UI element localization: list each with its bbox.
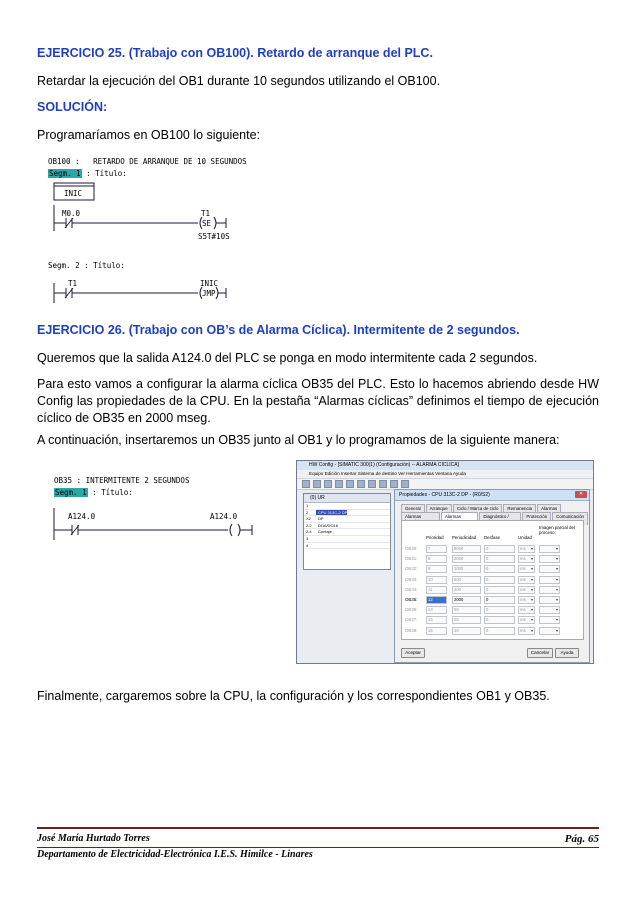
footer-author: José María Hurtado Torres: [37, 833, 150, 844]
ex26-heading: EJERCICIO 26. (Trabajo con OB’s de Alarma Cíclica). Intermitente de 2 segundos.: [37, 323, 520, 337]
timer-name: T1: [201, 209, 211, 218]
cpu-properties-dialog: [394, 489, 590, 663]
rack-table: [303, 493, 391, 570]
ex26-p2: Para esto vamos a configurar la alarma cíclica OB35 del PLC. Esto lo hacemos abriendo desde HW Config las propiedades de la CPU. En la pestaña “Alarmas cíclicas” definimos el tiempo de ejecución cíclico de OB35 en 2000 mseg.: [37, 377, 599, 425]
open-icon[interactable]: [313, 480, 321, 488]
ob35-segment-1-title: : Título:: [92, 488, 133, 497]
ob-label: OB35:: [405, 597, 418, 602]
priority-field[interactable]: 13: [426, 606, 447, 614]
contact-a1240-label: A124.0: [68, 512, 96, 521]
rack-row-cpu[interactable]: 2 CPU 313C-2 DP: [304, 510, 390, 517]
tab-alarmas-horarias[interactable]: Alarmas: [401, 512, 440, 525]
ob100-ladder: [40, 153, 300, 303]
catalog-icon[interactable]: [390, 480, 398, 488]
process-image-dropdown[interactable]: [539, 606, 560, 614]
rack-row[interactable]: 1: [304, 503, 390, 510]
ob100-rungs: [40, 153, 300, 303]
hwconfig-window: [296, 460, 594, 664]
unit-dropdown[interactable]: ms ▾: [518, 555, 535, 563]
col-unidad: Unidad: [518, 535, 532, 540]
ob35-rung: [40, 474, 260, 544]
ob-row: [402, 555, 583, 564]
timer-coil-type: SE: [202, 219, 212, 228]
tab-diagnostico[interactable]: Diagnóstico /: [479, 512, 521, 525]
copy-icon[interactable]: [346, 480, 354, 488]
ob-row: [402, 627, 583, 636]
ex25-heading: EJERCICIO 25. (Trabajo con OB100). Retardo de arranque del PLC.: [37, 46, 433, 60]
help-button[interactable]: Ayuda: [555, 648, 579, 658]
contact-t1-label: T1: [68, 279, 78, 288]
process-image-dropdown[interactable]: [539, 616, 560, 624]
process-image-dropdown[interactable]: [539, 545, 560, 553]
accept-button[interactable]: Aceptar: [401, 648, 425, 658]
priority-field[interactable]: 8: [426, 555, 447, 563]
timer-value: S5T#10S: [198, 232, 230, 241]
hwconfig-title: HW Config - [SIMATIC 300(1) (Configuración) -- ALARMA CICLICA]: [297, 461, 593, 470]
unit-dropdown[interactable]: ms ▾: [518, 596, 535, 604]
ob-row: [402, 606, 583, 615]
period-field[interactable]: 200: [452, 586, 481, 594]
priority-field[interactable]: 14: [426, 616, 447, 624]
offset-field[interactable]: 0: [484, 616, 515, 624]
footer-rule-mid: [37, 847, 599, 848]
new-icon[interactable]: [302, 480, 310, 488]
ob-label: OB31:: [405, 556, 418, 562]
priority-field[interactable]: 12: [426, 596, 447, 604]
segment-2-title: : Título:: [84, 261, 125, 270]
unit-dropdown[interactable]: ms ▾: [518, 586, 535, 594]
ob35-ladder: [40, 474, 260, 544]
rack-row[interactable]: 2.4 Contaje: [304, 529, 390, 536]
print-icon[interactable]: [335, 480, 343, 488]
period-field[interactable]: 2000: [452, 596, 481, 604]
period-field[interactable]: 20: [452, 616, 481, 624]
segment-1-title: : Título:: [86, 169, 127, 178]
coil-a1240: [230, 524, 240, 536]
ob35-segment-1-label: Segm. 1: [55, 488, 87, 497]
tab-row-1: [395, 504, 589, 512]
ob-label: OB37:: [405, 617, 418, 623]
contact-nc-a1240: [71, 525, 79, 535]
offset-field[interactable]: 0: [484, 545, 515, 553]
priority-field[interactable]: 10: [426, 576, 447, 584]
tab-arranque[interactable]: Arranque: [426, 504, 452, 512]
rack-row[interactable]: 2.2 DI16/DO16: [304, 523, 390, 530]
tab-ciclo[interactable]: Ciclo / Marca de ciclo: [453, 504, 503, 512]
footer-department: Departamento de Electricidad-Electrónica I.E.S. Himilce - Linares: [37, 849, 313, 860]
offset-field[interactable]: 0: [484, 555, 515, 563]
contact-nc-t1: [65, 288, 73, 298]
ob-row: [402, 576, 583, 585]
offset-field[interactable]: 0: [484, 596, 515, 604]
ex25-intro: Programaríamos en OB100 lo siguiente:: [37, 128, 261, 142]
ob100-block-header: OB100 : RETARDO DE ARRANQUE DE 10 SEGUNDOS: [48, 157, 247, 166]
priority-field[interactable]: 15: [426, 627, 447, 635]
tab-general[interactable]: General: [401, 504, 425, 512]
period-field[interactable]: 50: [452, 606, 481, 614]
ex26-closing: Finalmente, cargaremos sobre la CPU, la configuración y los correspondientes OB1 y OB35.: [37, 689, 550, 703]
unit-dropdown[interactable]: ms ▾: [518, 576, 535, 584]
segment-2-label: Segm. 2: [48, 261, 80, 270]
priority-field[interactable]: 9: [426, 565, 447, 573]
ex25-statement: Retardar la ejecución del OB1 durante 10 segundos utilizando el OB100.: [37, 74, 441, 88]
tab-comunicacion[interactable]: Comunicación: [552, 512, 588, 525]
ob-label: OB33:: [405, 576, 418, 582]
tab-alarmas-ciclicas[interactable]: Alarmas: [441, 512, 479, 525]
ob-label: OB38:: [405, 627, 418, 633]
page-number: Pág. 65: [564, 833, 599, 845]
contact-m00-label: M0.0: [62, 209, 81, 218]
tab-remanencia[interactable]: Remanencia: [503, 504, 536, 512]
rack-title: (0) UR: [304, 494, 390, 503]
col-prioridad: Prioridad: [426, 535, 444, 540]
ex26-p1: Queremos que la salida A124.0 del PLC se ponga en modo intermitente cada 2 segundos.: [37, 351, 538, 365]
process-image-dropdown[interactable]: [539, 596, 560, 604]
period-field[interactable]: 2000: [452, 555, 481, 563]
offset-field[interactable]: 0: [484, 627, 515, 635]
save-icon[interactable]: [324, 480, 332, 488]
upload-icon[interactable]: [379, 480, 387, 488]
process-image-dropdown[interactable]: [539, 576, 560, 584]
ob-label: OB36:: [405, 607, 418, 613]
label-box-text: INIC: [64, 189, 83, 198]
period-field[interactable]: 1000: [452, 565, 481, 573]
close-icon[interactable]: ✕: [575, 491, 587, 498]
period-field[interactable]: 10: [452, 627, 481, 635]
process-image-dropdown[interactable]: [539, 627, 560, 635]
period-field[interactable]: 5000: [452, 545, 481, 553]
offset-field[interactable]: 0: [484, 576, 515, 584]
offset-field[interactable]: 0: [484, 565, 515, 573]
ob-label: OB32:: [405, 566, 418, 572]
priority-field[interactable]: 11: [426, 586, 447, 594]
unit-dropdown[interactable]: ms ▾: [518, 627, 535, 635]
ob-row: [402, 545, 583, 554]
jump-coil-type: JMP: [202, 289, 216, 298]
unit-dropdown[interactable]: ms ▾: [518, 545, 535, 553]
paste-icon[interactable]: [357, 480, 365, 488]
rack-row[interactable]: X2 DP: [304, 516, 390, 523]
hwconfig-menubar[interactable]: Equipo Edición Insertar Sistema de destino Ver Herramientas Ventana Ayuda: [297, 470, 593, 479]
offset-field[interactable]: 0: [484, 606, 515, 614]
ob-row: [402, 596, 583, 605]
process-image-dropdown[interactable]: [539, 565, 560, 573]
col-periodicidad: Periodicidad: [452, 535, 477, 540]
tab-alarmas[interactable]: Alarmas: [537, 504, 561, 512]
priority-field[interactable]: 7: [426, 545, 447, 553]
footer-rule-top: [37, 827, 599, 829]
jump-label: INIC: [200, 279, 219, 288]
ob-row: [402, 565, 583, 574]
offset-field[interactable]: 0: [484, 586, 515, 594]
unit-dropdown[interactable]: ms ▾: [518, 606, 535, 614]
coil-a1240-label: A124.0: [210, 512, 238, 521]
ob-row: [402, 586, 583, 595]
unit-dropdown[interactable]: ms ▾: [518, 565, 535, 573]
col-imagen: Imagen parcial del proceso:: [539, 525, 575, 535]
dialog-title: Propiedades - CPU 313C-2 DP - (R0/S2): [399, 492, 490, 498]
tab-proteccion[interactable]: Protección: [522, 512, 551, 525]
download-icon[interactable]: [368, 480, 376, 488]
process-image-dropdown[interactable]: [539, 555, 560, 563]
contact-nc-m00: [65, 218, 73, 228]
process-image-dropdown[interactable]: [539, 586, 560, 594]
period-field[interactable]: 500: [452, 576, 481, 584]
rack-row[interactable]: 4: [304, 543, 390, 550]
unit-dropdown[interactable]: ms ▾: [518, 616, 535, 624]
cancel-button[interactable]: Cancelar: [527, 648, 553, 658]
segment-1-label: Segm. 1: [49, 169, 81, 178]
cyclic-interrupt-panel: [401, 520, 584, 640]
solution-label: SOLUCIÓN:: [37, 100, 108, 114]
rack-row[interactable]: 3: [304, 536, 390, 543]
col-desfase: Desfase: [484, 535, 501, 540]
ob-label: OB34:: [405, 586, 418, 592]
ex26-p3: A continuación, insertaremos un OB35 junto al OB1 y lo programamos de la siguiente manera:: [37, 433, 560, 447]
ob-row: [402, 616, 583, 625]
ob35-block-header: OB35 : INTERMITENTE 2 SEGUNDOS: [54, 476, 190, 485]
ob-label: OB30:: [405, 546, 418, 551]
help-icon[interactable]: [401, 480, 409, 488]
